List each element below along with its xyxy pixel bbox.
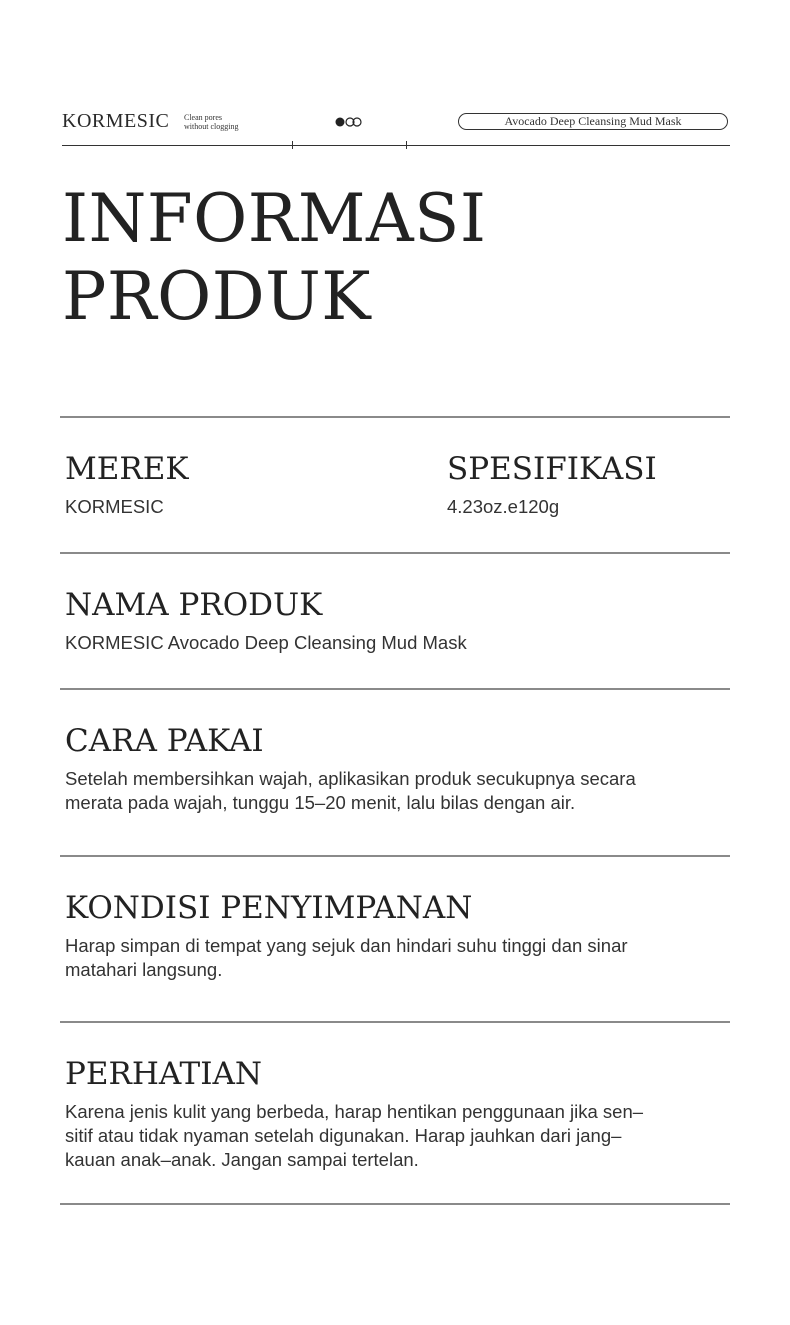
merek-value: KORMESIC bbox=[65, 496, 164, 517]
cara-pakai-text bbox=[65, 767, 636, 815]
nama-produk-heading: NAMA PRODUK bbox=[65, 587, 323, 623]
header-rule bbox=[62, 145, 730, 146]
section-divider bbox=[60, 416, 730, 418]
perhatian-text bbox=[65, 1100, 643, 1172]
section-divider bbox=[60, 552, 730, 554]
kondisi-line-2: matahari langsung. bbox=[65, 959, 223, 980]
section-divider bbox=[60, 855, 730, 857]
kondisi-line-1: Harap simpan di tempat yang sejuk dan hindari suhu tinggi dan sinar bbox=[65, 935, 628, 956]
page-title bbox=[62, 180, 486, 336]
section-divider bbox=[60, 688, 730, 690]
pagination-dots-icon bbox=[335, 116, 367, 128]
kondisi-penyimpanan-text bbox=[65, 934, 628, 982]
perhatian-line-1: Karena jenis kulit yang berbeda, harap hentikan penggunaan jika sen– bbox=[65, 1101, 644, 1122]
header-tick bbox=[406, 141, 407, 149]
page-title-line-1: INFORMASI bbox=[62, 180, 487, 257]
perhatian-line-3: kauan anak–anak. Jangan sampai tertelan. bbox=[65, 1149, 419, 1170]
perhatian-heading: PERHATIAN bbox=[65, 1056, 262, 1092]
spesifikasi-value: 4.23oz.e120g bbox=[447, 496, 560, 517]
tagline-line-2: without clogging bbox=[184, 122, 239, 131]
section-divider bbox=[60, 1203, 730, 1205]
nama-produk-value: KORMESIC Avocado Deep Cleansing Mud Mask bbox=[65, 632, 467, 653]
cara-pakai-heading: CARA PAKAI bbox=[65, 723, 264, 759]
page-title-line-2: PRODUK bbox=[62, 258, 372, 335]
product-name-pill: Avocado Deep Cleansing Mud Mask bbox=[458, 113, 728, 130]
kondisi-penyimpanan-heading: KONDISI PENYIMPANAN bbox=[65, 890, 473, 926]
header-tick bbox=[292, 141, 293, 149]
tagline-line-1: Clean pores bbox=[184, 113, 222, 122]
brand-logo: KORMESIC bbox=[62, 110, 170, 132]
cara-pakai-line-1: Setelah membersihkan wajah, aplikasikan produk secukupnya secara bbox=[65, 768, 636, 789]
cara-pakai-line-2: merata pada wajah, tunggu 15–20 menit, lalu bilas dengan air. bbox=[65, 792, 576, 813]
brand-tagline bbox=[184, 113, 238, 131]
merek-heading: MEREK bbox=[65, 451, 189, 487]
perhatian-line-2: sitif atau tidak nyaman setelah digunakan. Harap jauhkan dari jang– bbox=[65, 1125, 622, 1146]
section-divider bbox=[60, 1021, 730, 1023]
spesifikasi-heading: SPESIFIKASI bbox=[447, 451, 657, 487]
